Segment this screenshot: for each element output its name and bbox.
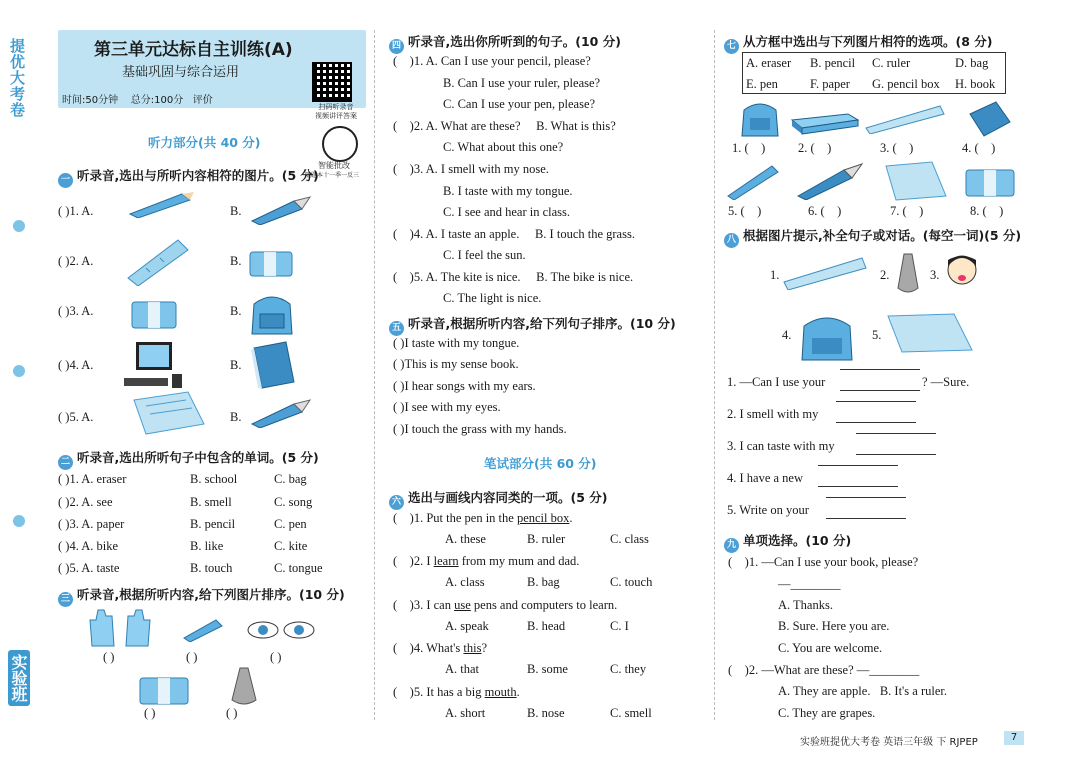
pencil-icon: [126, 190, 196, 218]
nose-icon: [226, 666, 262, 708]
qr-code: [312, 62, 352, 102]
sentence-option[interactable]: ( )4. A. I taste an apple. B. I touch the grass.: [393, 227, 635, 241]
option-b-label: B.: [230, 254, 242, 268]
pen-icon: [794, 162, 864, 200]
page-subtitle: 基础巩固与综合运用: [122, 65, 240, 80]
section-5-title-text: 听录音,根据所听内容,给下列句子排序。(10 分): [408, 316, 676, 331]
section-5-title: [389, 314, 676, 336]
section-2-title-text: 听录音,选出所听句子中包含的单词。(5 分): [77, 450, 319, 465]
answer-blank[interactable]: 8. ( ): [970, 204, 1004, 218]
choice-line[interactable]: —________: [778, 577, 841, 591]
option-c[interactable]: C. tongue: [274, 561, 323, 575]
option-b[interactable]: B. pencil: [190, 517, 236, 531]
question-text: ( )2. I: [393, 554, 434, 568]
fill-blank[interactable]: [840, 369, 920, 391]
option-c[interactable]: C. I: [610, 619, 629, 633]
sentence-option[interactable]: ( )5. A. The kite is nice. B. The bike is nice.: [393, 270, 634, 284]
question-row[interactable]: ( )2. A.: [58, 254, 94, 268]
side-logo-top: 提优大考卷: [8, 38, 26, 118]
underlined-word: use: [454, 598, 471, 612]
section-badge: 九: [724, 538, 739, 553]
option-b[interactable]: B. school: [190, 472, 238, 486]
question-text: from my mum and dad.: [458, 554, 580, 568]
sentence-option[interactable]: B. I taste with my tongue.: [443, 184, 573, 198]
eraser-icon: [128, 296, 180, 332]
paper-icon: [882, 160, 950, 202]
box-option: F. paper: [810, 77, 850, 91]
option-c[interactable]: C. they: [610, 662, 647, 676]
option-b[interactable]: B. nose: [527, 706, 565, 720]
question-text: .: [569, 511, 573, 525]
eyes-icon: [246, 620, 316, 640]
seal-text: 智能批改: [318, 161, 350, 170]
choice-line[interactable]: ( )2. —What are these? —________: [728, 663, 920, 677]
schoolbag-icon: [796, 310, 858, 362]
fill-blank[interactable]: [836, 401, 916, 423]
girl-tongue-icon: [944, 252, 980, 296]
page-number: 7: [1004, 731, 1024, 745]
eraser-icon: [246, 246, 296, 280]
option-b[interactable]: B. some: [527, 662, 568, 676]
answer-blank[interactable]: 2. ( ): [798, 141, 832, 155]
sentence-start: 4. I have a new: [727, 471, 804, 485]
side-logo-bottom: 实验班: [8, 650, 30, 706]
section-badge: 六: [389, 495, 404, 510]
answer-blank[interactable]: 5. ( ): [728, 204, 762, 218]
box-option: C. ruler: [872, 56, 911, 70]
side-dot: [13, 515, 25, 527]
picture-number: 1.: [770, 268, 780, 282]
question-text: ?: [481, 641, 488, 655]
answer-blank[interactable]: 1. ( ): [732, 141, 766, 155]
section-badge: 三: [58, 592, 73, 607]
section-3-title: [58, 585, 345, 607]
sentence-row[interactable]: ( )I touch the grass with my hands.: [393, 422, 567, 436]
choice-line[interactable]: C. You are welcome.: [778, 641, 883, 655]
pencil-box-icon: [788, 110, 860, 136]
choice-line[interactable]: B. Sure. Here you are.: [778, 619, 890, 633]
sentence-option[interactable]: C. The light is nice.: [443, 291, 542, 305]
eraser-icon: [136, 672, 192, 708]
choice-line[interactable]: A. They are apple. B. It's a ruler.: [778, 684, 947, 698]
section-7-title: [724, 32, 992, 54]
sentence-option[interactable]: ( )2. A. What are these? B. What is this?: [393, 119, 616, 133]
question-text: pens and computers to learn.: [470, 598, 618, 612]
option-c[interactable]: C. smell: [610, 706, 652, 720]
sentence-option[interactable]: C. I see and hear in class.: [443, 205, 571, 219]
answer-blank[interactable]: 3. ( ): [880, 141, 914, 155]
option-a[interactable]: A. speak: [445, 619, 489, 633]
choice-line[interactable]: A. Thanks.: [778, 598, 833, 612]
ruler-icon: [126, 238, 192, 286]
section-4-title-text: 听录音,选出你所听到的句子。(10 分): [408, 34, 621, 49]
section-2-title: [58, 448, 319, 470]
book-icon: [248, 340, 298, 390]
section-badge: 一: [58, 173, 73, 188]
option-b[interactable]: B. smell: [190, 495, 232, 509]
section-6-title: [389, 488, 607, 510]
sentence-start: 1. —Can I use your: [727, 375, 826, 389]
column-divider: [374, 30, 375, 720]
seal-badge: [322, 126, 358, 162]
header-meta: 时间:50分钟 总分:100分 评价: [62, 95, 213, 106]
paper-icon: [884, 312, 976, 354]
option-a[interactable]: A. these: [445, 532, 486, 546]
question-row[interactable]: ( )5. A. taste: [58, 561, 120, 575]
sentence-option[interactable]: C. I feel the sun.: [443, 248, 526, 262]
section-4-title: [389, 32, 621, 54]
choice-line[interactable]: C. They are grapes.: [778, 706, 876, 720]
answer-blank[interactable]: 7. ( ): [890, 204, 924, 218]
box-option: A. eraser: [746, 56, 792, 70]
fill-blank[interactable]: [856, 433, 936, 455]
section-1-title: [58, 166, 319, 188]
paper-icon: [128, 390, 208, 436]
box-option: D. bag: [955, 56, 989, 70]
pen-icon: [248, 195, 312, 225]
sentence-option[interactable]: C. Can I use your pen, please?: [443, 97, 596, 111]
question-row[interactable]: ( )3. A.: [58, 304, 94, 318]
option-b[interactable]: B. ruler: [527, 532, 566, 546]
sentence-row[interactable]: ( )This is my sense book.: [393, 357, 519, 371]
question-text: .: [516, 685, 520, 699]
option-a[interactable]: A. short: [445, 706, 486, 720]
question-row[interactable]: ( )3. A. paper: [58, 517, 125, 531]
question-text: ( )3. I can: [393, 598, 455, 612]
side-dot: [13, 365, 25, 377]
sentence-end: ? —Sure.: [922, 375, 970, 389]
column-divider: [714, 30, 715, 720]
pencil-icon: [726, 162, 786, 200]
option-c[interactable]: C. class: [610, 532, 649, 546]
option-b-label: B.: [230, 410, 242, 424]
section-7-title-text: 从方框中选出与下列图片相符的选项。(8 分): [743, 34, 993, 49]
section-badge: 四: [389, 39, 404, 54]
sentence-row[interactable]: ( )I see with my eyes.: [393, 400, 501, 414]
option-c[interactable]: C. touch: [610, 575, 653, 589]
eraser-icon: [962, 164, 1018, 200]
section-6-title-text: 选出与画线内容同类的一项。(5 分): [408, 490, 608, 505]
underlined-word: this: [463, 641, 482, 655]
question-text: ( )5. It has a big: [393, 685, 485, 699]
option-c[interactable]: C. pen: [274, 517, 307, 531]
option-b-label: B.: [230, 204, 242, 218]
sentence-row[interactable]: ( )I hear songs with my ears.: [393, 379, 536, 393]
sentence-option[interactable]: ( )3. A. I smell with my nose.: [393, 162, 549, 176]
option-a[interactable]: A. class: [445, 575, 485, 589]
sentence-option[interactable]: B. Can I use your ruler, please?: [443, 76, 601, 90]
question-row[interactable]: ( )1. A.: [58, 204, 94, 218]
sentence-option[interactable]: ( )1. A. Can I use your pencil, please?: [393, 54, 591, 68]
hands-icon: [86, 606, 156, 648]
question-row[interactable]: ( )1. A. eraser: [58, 472, 127, 486]
choice-line[interactable]: ( )1. —Can I use your book, please?: [728, 555, 919, 569]
answer-blank[interactable]: 6. ( ): [808, 204, 842, 218]
underlined-word: pencil box: [516, 511, 570, 525]
order-blank[interactable]: ( ): [186, 650, 198, 664]
option-b[interactable]: B. bag: [527, 575, 560, 589]
page-title: 第三单元达标自主训练(A): [94, 40, 293, 60]
option-c[interactable]: C. bag: [274, 472, 307, 486]
section-9-title: [724, 531, 851, 553]
writing-header: 笔试部分(共 60 分): [484, 456, 597, 471]
nose-icon: [894, 252, 922, 296]
section-8-title: [724, 226, 1021, 248]
option-b-label: B.: [230, 358, 242, 372]
option-b[interactable]: B. like: [190, 539, 224, 553]
picture-number: 2.: [880, 268, 890, 282]
listening-header: 听力部分(共 40 分): [148, 135, 261, 150]
question-row[interactable]: ( )4. A. bike: [58, 539, 119, 553]
box-option: G. pencil box: [872, 77, 940, 91]
schoolbag-icon: [738, 98, 782, 138]
order-blank[interactable]: ( ): [270, 650, 282, 664]
option-a[interactable]: A. that: [445, 662, 480, 676]
question-row[interactable]: [393, 685, 520, 700]
question-row[interactable]: [393, 598, 617, 613]
answer-blank[interactable]: 4. ( ): [962, 141, 996, 155]
question-text: ( )4. What's: [393, 641, 464, 655]
section-1-title-text: 听录音,选出与所听内容相符的图片。(5 分): [77, 168, 319, 183]
section-3-title-text: 听录音,根据所听内容,给下列图片排序。(10 分): [77, 587, 345, 602]
footer-text: 实验班提优大考卷 英语三年级 下 RJPEP: [800, 737, 978, 748]
question-text: ( )1. Put the pen in the: [393, 511, 517, 525]
question-row[interactable]: [393, 641, 487, 656]
side-strip: [0, 0, 38, 764]
option-b[interactable]: B. touch: [190, 561, 233, 575]
sentence-start: 3. I can taste with my: [727, 439, 835, 453]
order-blank[interactable]: ( ): [226, 706, 238, 720]
section-9-title-text: 单项选择。(10 分): [743, 533, 852, 548]
book-icon: [966, 100, 1014, 138]
section-badge: 五: [389, 321, 404, 336]
side-dot: [13, 220, 25, 232]
underlined-word: mouth: [484, 685, 517, 699]
section-8-title-text: 根据图片提示,补全句子或对话。(每空一词)(5 分): [743, 228, 1022, 243]
picture-number: 5.: [872, 328, 882, 342]
section-badge: 七: [724, 39, 739, 54]
fill-blank[interactable]: [818, 465, 898, 487]
pen-icon: [248, 398, 312, 428]
schoolbag-icon: [246, 290, 298, 336]
sentence-start: 5. Write on your: [727, 503, 809, 517]
question-row[interactable]: ( )2. A. see: [58, 495, 113, 509]
pencil-icon: [182, 616, 226, 642]
sentence-start: 2. I smell with my: [727, 407, 819, 421]
box-option: B. pencil: [810, 56, 856, 70]
order-blank[interactable]: ( ): [144, 706, 156, 720]
question-row[interactable]: ( )4. A.: [58, 358, 94, 372]
picture-number: 3.: [930, 268, 940, 282]
order-blank[interactable]: ( ): [103, 650, 115, 664]
box-option: E. pen: [746, 77, 778, 91]
sentence-row[interactable]: ( )I taste with my tongue.: [393, 336, 520, 350]
qr-caption: 扫码听录音 视频讲评答案: [315, 103, 357, 120]
section-badge: 八: [724, 233, 739, 248]
ruler-icon: [864, 104, 946, 134]
computer-icon: [122, 340, 184, 390]
fill-blank[interactable]: [826, 497, 906, 519]
option-c[interactable]: C. song: [274, 495, 313, 509]
option-c[interactable]: C. kite: [274, 539, 308, 553]
seal-sub: 随题本十一季一反三: [305, 172, 360, 179]
ruler-icon: [782, 256, 868, 290]
question-row[interactable]: [393, 511, 573, 526]
sentence-option[interactable]: C. What about this one?: [443, 140, 564, 154]
underlined-word: learn: [433, 554, 459, 568]
question-row[interactable]: [393, 554, 579, 569]
box-option: H. book: [955, 77, 996, 91]
question-row[interactable]: ( )5. A.: [58, 410, 94, 424]
picture-number: 4.: [782, 328, 792, 342]
option-b-label: B.: [230, 304, 242, 318]
section-badge: 二: [58, 455, 73, 470]
option-b[interactable]: B. head: [527, 619, 566, 633]
